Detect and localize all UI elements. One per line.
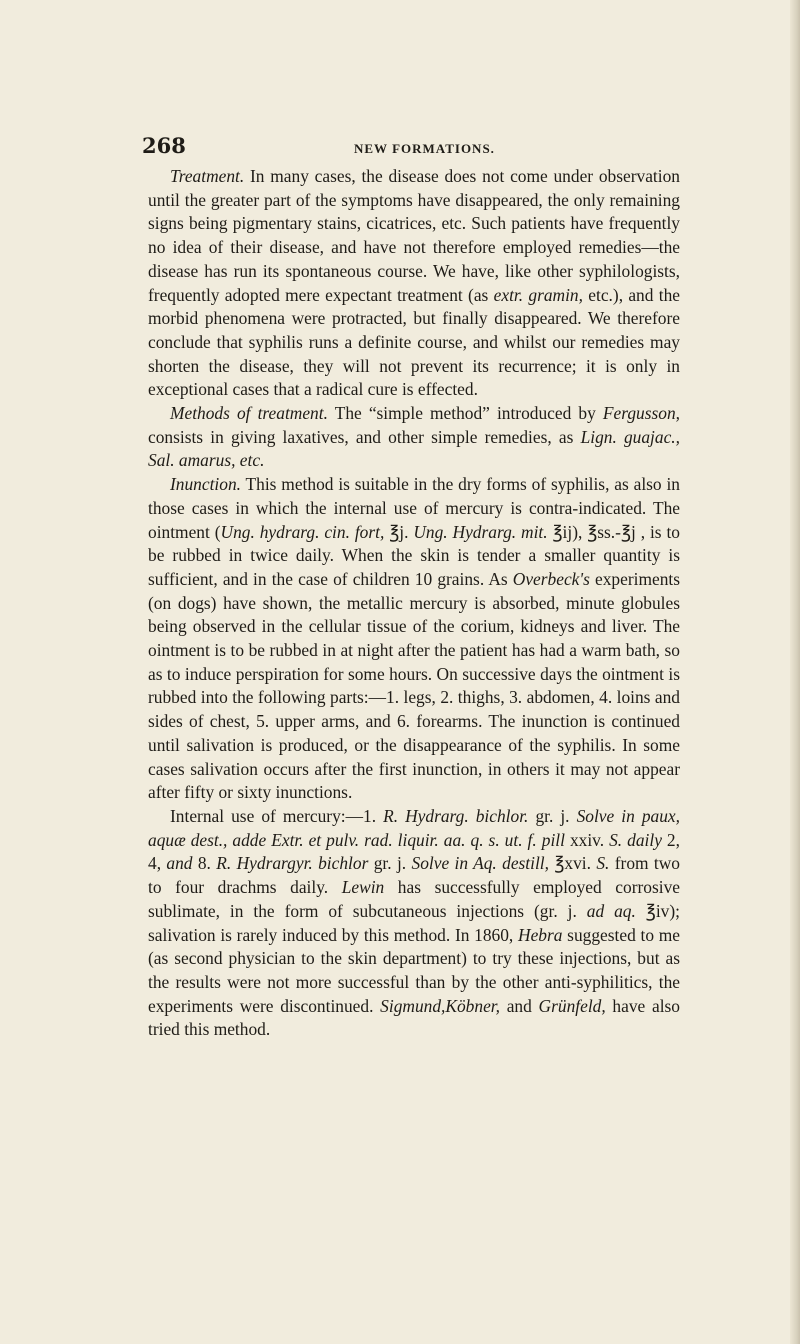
text-run: 8. [192,853,217,874]
text-run: experiments (on dogs) have shown, the metallic mercury is absorbed, minute globules being observed in the cellular tissue of the corium, kidneys and liver. The ointment is to be rubbed in at night after the patient has had a warm bath, so as to induce perspiration for some hours. On successive days the ointment is rubbed into the following parts:—1. legs, 2. thighs, 3. abdomen, 4. loins and sides of chest, 5. upper arms, and 6. forearms. The inunction is continued until salivation is produced, or the disappearance of the syphilis. In some cases salivation occurs after the first inunction, in others it may not appear after fifty or sixty inunctions. [148,568,681,803]
italic-run: S. [596,853,610,874]
italic-run: Grünfeld, [538,995,606,1016]
page-edge [790,0,800,1344]
text-run: The “simple method” introduced by [327,403,603,424]
paragraph-internal-use [148,805,680,1042]
page-number: 268 [142,133,186,158]
italic-run: Solve in Aq. destill, [411,853,549,874]
section-lead: Methods of treatment. [170,403,328,424]
paragraph-treatment [148,165,680,402]
text-run: Internal use of mercury:—1. [170,805,384,826]
italic-run: R. Hydrargyr. bichlor [216,853,369,874]
section-lead: Inunction. [170,474,241,495]
text-run: 2, 4, [148,829,680,874]
text-run: ℥j. [384,521,414,542]
text-run: suggested to me (as second physician to the skin department) to try these injections, but as the results were not more successful than by the other anti-syphilitics, the experiments were discontinued. [148,924,680,1016]
text-run: has successfully employed corrosive sublimate, in the form of subcutaneous injections (gr. j. [148,877,680,921]
text-run: ℥ij), ℥ss.-℥j , is to be rubbed in twice daily. When the skin is tender a smaller quantity is sufficient, and in the case of children 10 grains. As [148,521,680,589]
italic-run: Overbeck's [512,568,590,589]
text-run: from two to four drachms daily. [148,853,680,898]
text-run: ℥iv); salivation is rarely induced by this method. In 1860, [148,900,680,945]
italic-run: S. daily [609,829,662,850]
page-header [142,133,672,165]
running-head: NEW FORMATIONS. [354,141,495,156]
italic-run: Solve in paux, aquæ dest., adde Extr. et pulv. rad. liquir. aa. q. s. ut. f. pill [148,805,680,850]
text-run: xxiv. [564,829,610,850]
section-lead: Treatment. [170,166,245,186]
italic-run: Fergusson, [602,403,681,424]
italic-run: Lewin [341,877,385,898]
text-run: consists in giving laxatives, and other simple remedies, as [148,426,581,447]
text-run: and [499,995,539,1016]
text-run: In many cases, the disease does not come under observation until the greater part of the symptoms have disappeared, the only remaining signs being pigmentary stains, cicatrices, etc. Such patients have frequently no idea of their disease, and have not therefore employed remedies—the disease has run its spontaneous course. We have, like other syphilologists, frequently adopted mere expectant treatment (as [148,166,680,305]
body-text [148,165,680,1042]
text-run: This method is suitable in the dry forms of syphilis, as also in those cases in which the internal use of mercury is contra-indicated. The ointment ( [148,474,680,542]
italic-run: Ung. hydrarg. cin. fort, [220,521,385,542]
text-run: gr. j. [528,805,577,826]
italic-run: ad aq. [586,900,636,921]
text-run: have also tried this method. [148,995,680,1040]
paragraph-methods [148,402,680,473]
italic-run: Lign. guajac., Sal. amarus, etc. [148,426,681,471]
text-run: etc.), and the morbid phenomena were protracted, but finally disappeared. We therefore conclude that syphilis runs a definite course, and whilst our remedies may shorten the disease, they will not prevent its recurrence; it is only in exceptional cases that a radical cure is effected. [148,284,680,400]
italic-run: and [166,853,193,874]
text-run: ℥xvi. [548,853,597,874]
italic-run: R. Hydrarg. bichlor. [383,805,529,826]
italic-run: Hebra [518,924,563,945]
text-run: gr. j. [368,853,412,874]
italic-run: Ung. Hydrarg. mit. [413,521,548,542]
paragraph-inunction [148,473,680,805]
italic-run: extr. gramin, [493,284,583,305]
italic-run: Sigmund,Köbner, [380,995,500,1016]
